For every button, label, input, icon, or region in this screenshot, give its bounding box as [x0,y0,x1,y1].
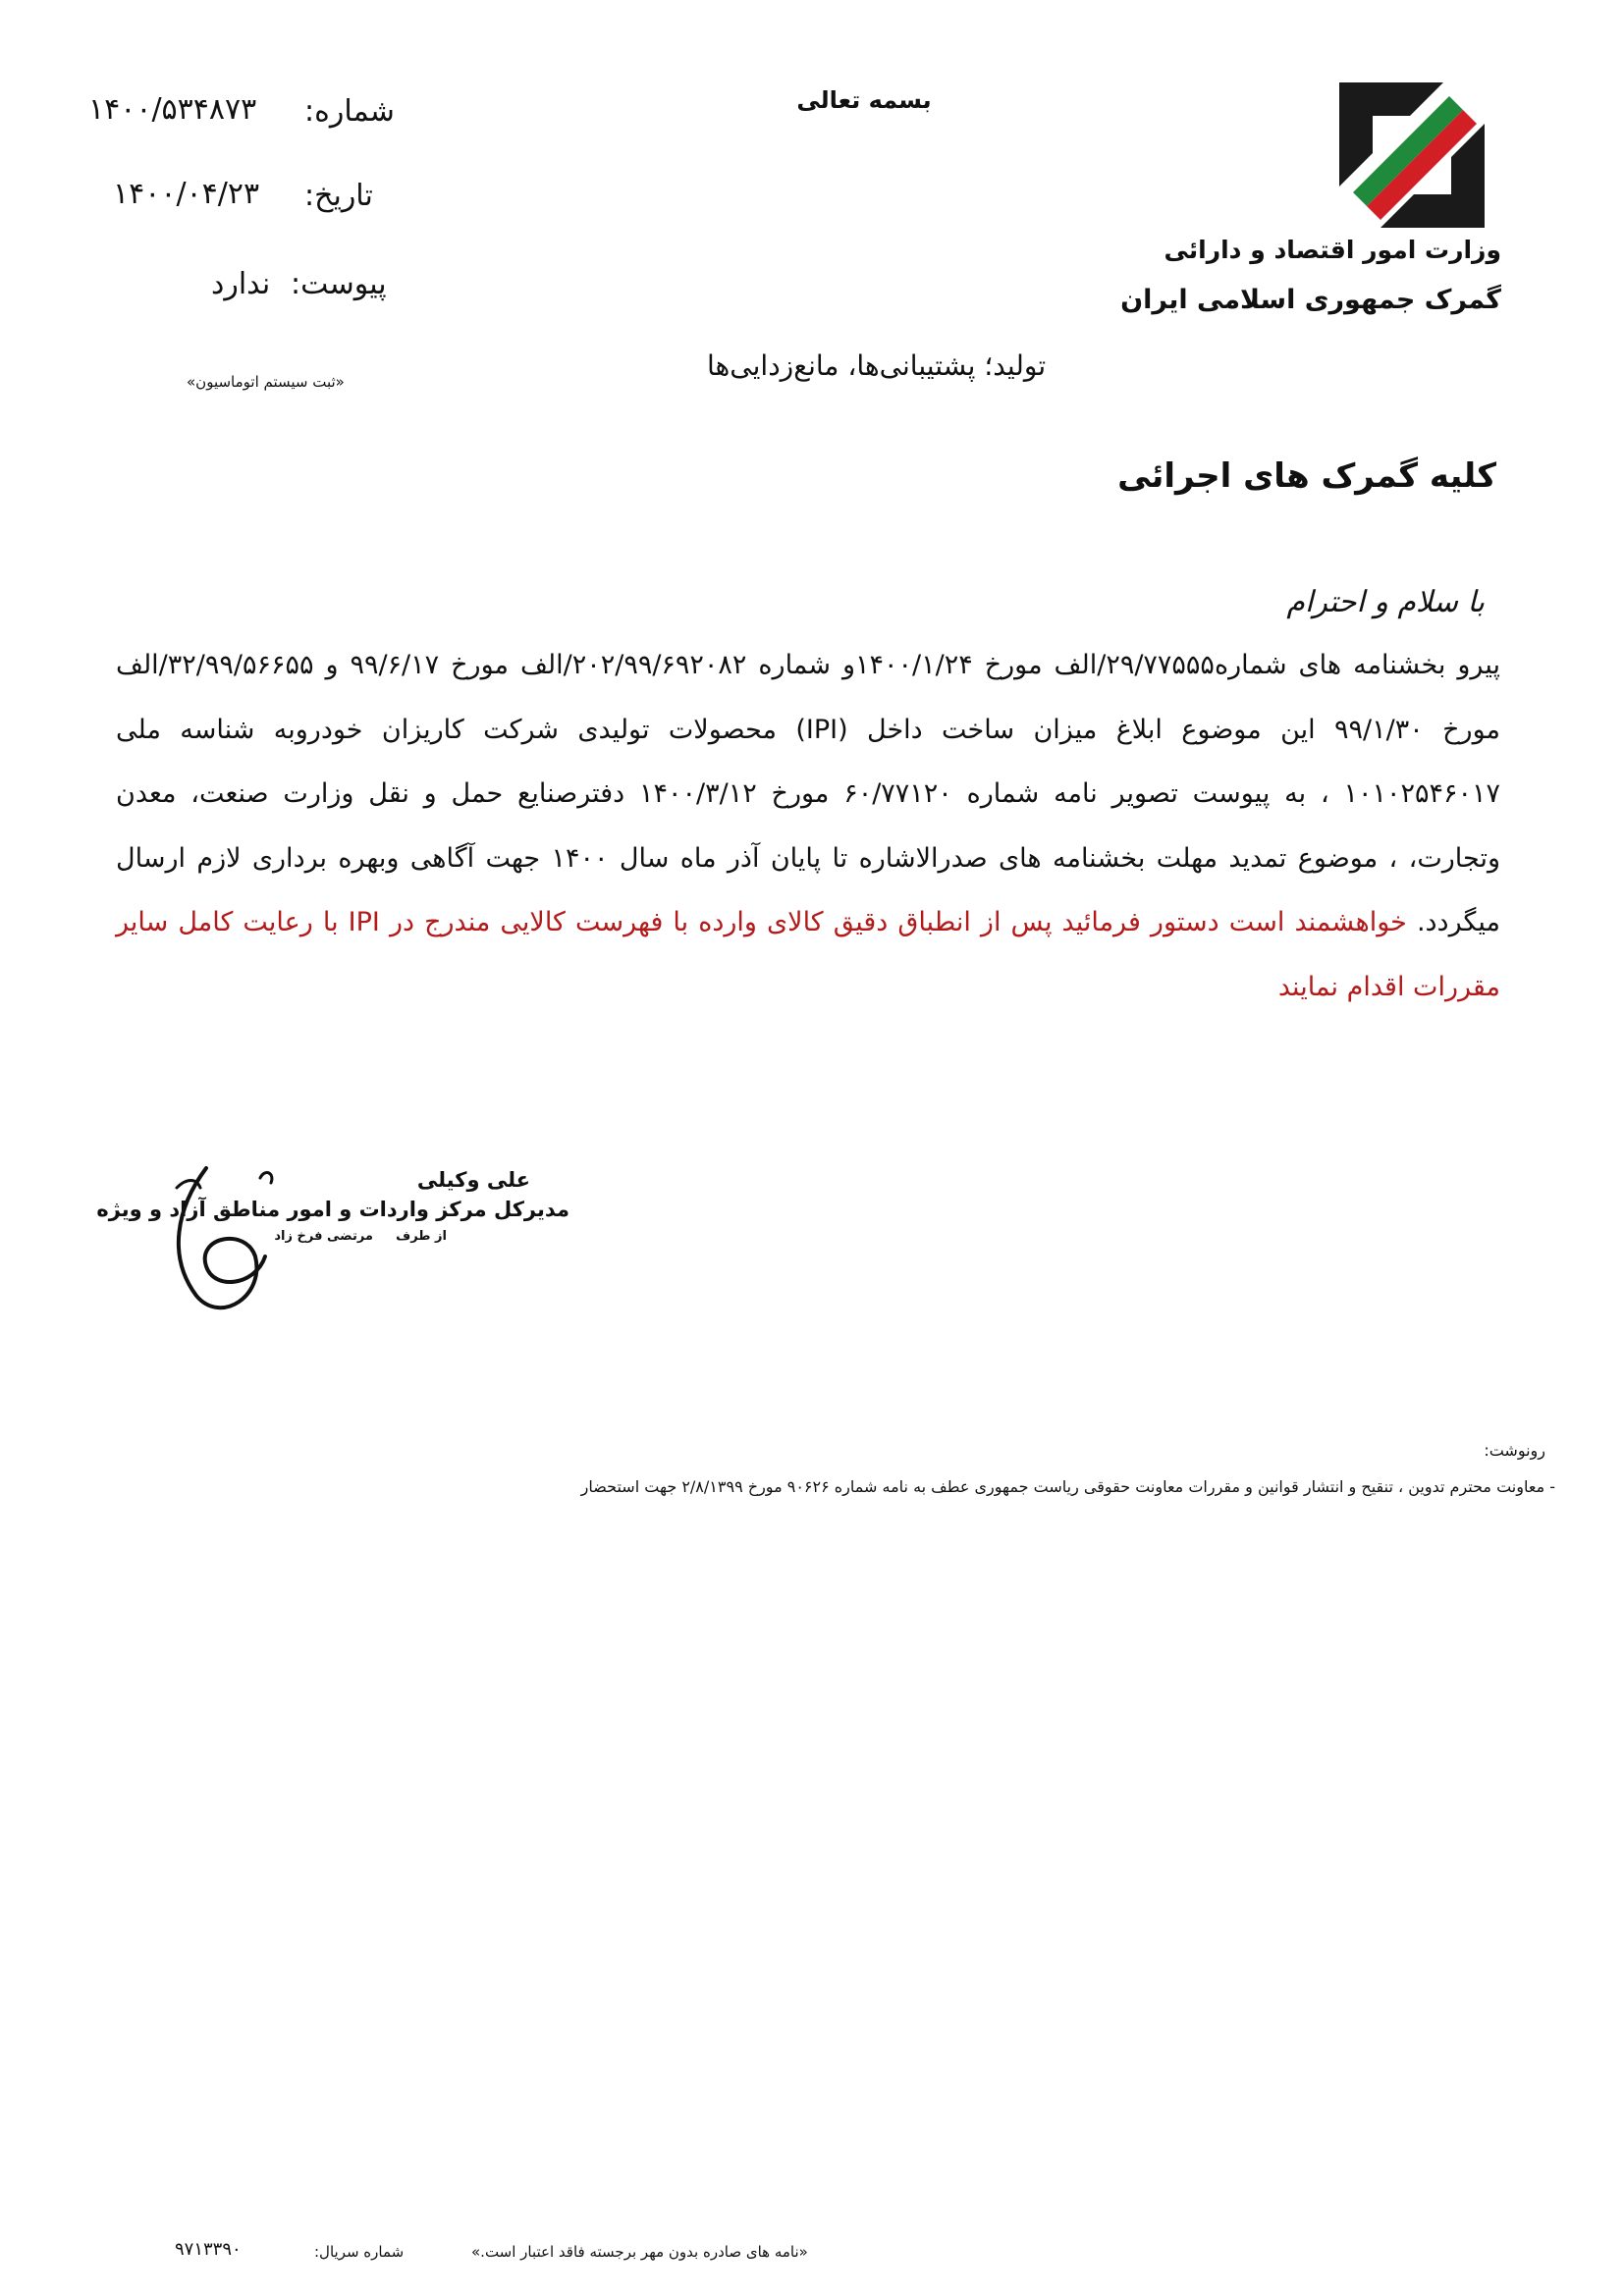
automation-registration-note: «ثبت سیستم اتوماسیون» [187,373,345,391]
footer-validity-note: «نامه های صادره بدون مهر برجسته فاقد اعتبار است.» [471,2243,808,2261]
letter-date-value: ۱۴۰۰/۰۴/۲۳ [113,177,260,211]
on-behalf-name: مرتضی فرخ زاد [274,1229,373,1244]
letter-date-label: تاریخ: [304,179,373,213]
signer-name: علی وکیلی [416,1168,530,1192]
signer-title: مدیرکل مرکز واردات و امور مناطق آزاد و ویژه [96,1198,569,1221]
letter-number-label: شماره: [304,94,395,129]
basmala: بسمه تعالی [796,86,932,114]
attachment-value: ندارد [211,267,271,301]
letter-number-value: ۱۴۰۰/۵۳۴۸۷۳ [88,92,257,127]
greeting: با سلام و احترام [1286,585,1485,619]
serial-number-label: شماره سریال: [314,2243,405,2261]
on-behalf-label: از طرف [396,1229,447,1244]
serial-number-value: ۹۷۱۳۳۹۰ [175,2239,242,2260]
customs-logo-icon [1333,77,1490,234]
cc-recipient-line: - معاونت محترم تدوین ، تنقیح و انتشار قوانین و مقررات معاونت حقوقی ریاست جمهوری عطف به نامه شماره ۹۰۶۲۶ مورخ ۲/۸/۱۳۹۹ جهت استحضار [580,1477,1555,1496]
body-highlight: خواهشمند است دستور فرمائید پس از انطباق دقیق کالای وارده با فهرست کالایی مندرج در IPI با رعایت کامل سایر مقررات اقدام نمایند [116,907,1500,1002]
ministry-name: وزارت امور اقتصاد و دارائی [1164,236,1501,264]
letter-body [116,633,1500,1019]
organization-name: گمرک جمهوری اسلامی ایران [1120,285,1501,315]
signature-block [96,1148,569,1325]
letter-subject: تولید؛ پشتیبانی‌ها، مانع‌زدایی‌ها [707,349,1047,382]
letter-recipient: کلیه گمرک های اجرائی [1117,456,1496,496]
attachment-label: پیوست: [291,267,387,301]
cc-label: رونوشت: [1484,1441,1545,1460]
body-paragraph: پیرو بخشنامه های شماره۲۹/۷۷۵۵۵/الف مورخ ۱۴۰۰/۱/۲۴و شماره ۲۰۲/۹۹/۶۹۲۰۸۲/الف مورخ ۹۹/۶/۱۷ و ۳۲/۹۹/۵۶۶۵۵/الف مورخ ۹۹/۱/۳۰ این موضوع ابلاغ میزان ساخت داخل (IPI) محصولات تولیدی شرکت کاریزان خودروبه شناسه ملی ۱۰۱۰۲۵۴۶۰۱۷ ، به پیوست تصویر نامه شماره ۶۰/۷۷۱۲۰ مورخ ۱۴۰۰/۳/۱۲ دفترصنایع حمل و نقل وزارت صنعت، معدن وتجارت، ، موضوع تمدید مهلت بخشنامه های صدرالاشاره تا پایان آذر ماه سال ۱۴۰۰ جهت آگاهی وبهره برداری لازم ارسال میگردد. [116,650,1501,937]
